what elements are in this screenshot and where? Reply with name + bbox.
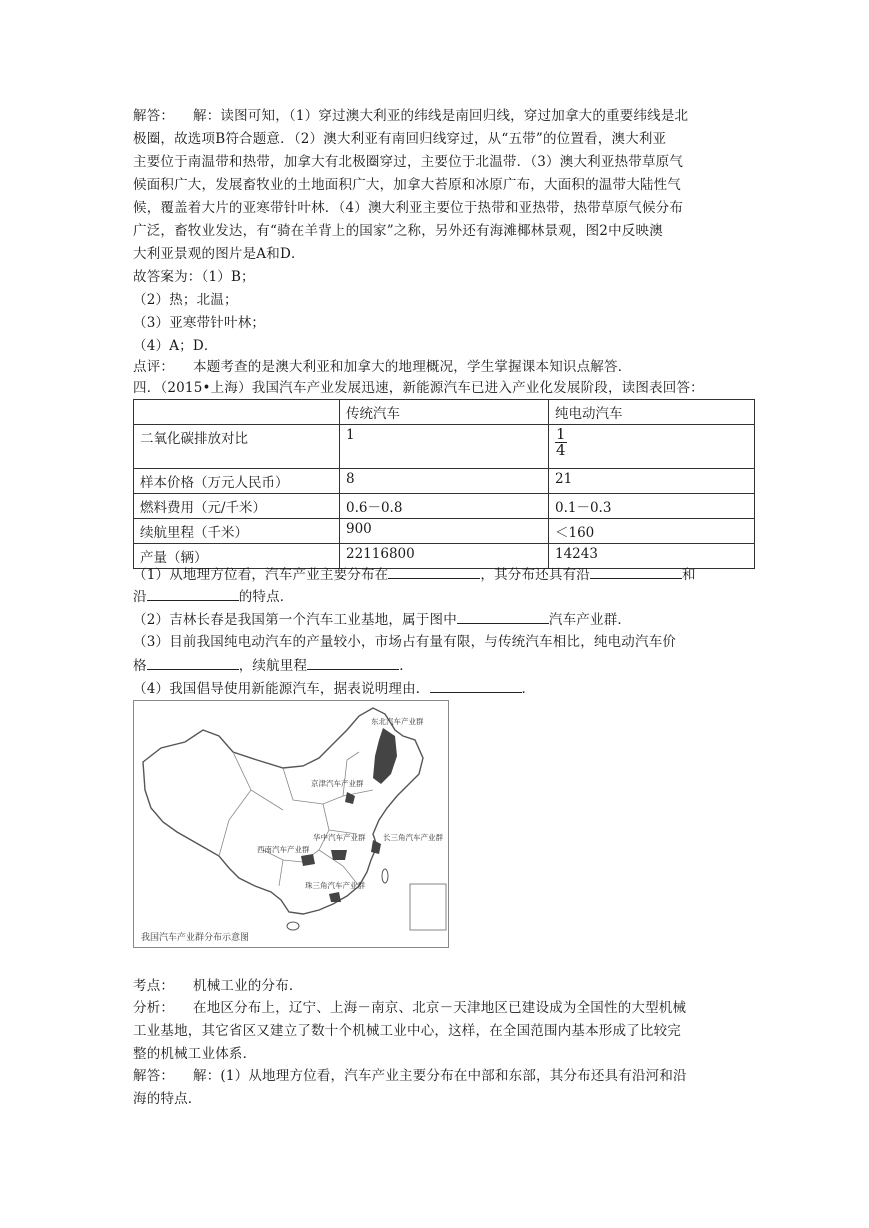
fraction-numerator: 1: [556, 425, 566, 443]
answer-line-7: 大利亚景观的图片是A和D．: [133, 246, 305, 262]
answer-line-6: 广泛，畜牧业发达，有“骑在羊背上的国家”之称，另外还有海滩椰林景观，图2中反映澳: [133, 223, 663, 239]
answer-blank[interactable]: [147, 586, 239, 601]
table-cell: 900: [340, 519, 549, 544]
question-title: 四．（2015•上海）我国汽车产业发展迅速，新能源汽车已进入产业化发展阶段，读图表回答：: [133, 380, 704, 396]
fenxi-line-2: 工业基地，其它省区又建立了数十个机械工业中心，这样，在全国范围内基本形成了比较完: [133, 1023, 681, 1039]
table-cell: 22116800: [340, 544, 549, 569]
answer-blank[interactable]: [430, 678, 522, 693]
answer-blank[interactable]: [590, 564, 682, 579]
answer-line-3: 主要位于南温带和热带，加拿大有北极圈穿过，主要位于北温带．（3）澳大利亚热带草原气: [133, 154, 684, 170]
table-row: [134, 519, 755, 544]
q1-line-2: 沿 的特点．: [133, 586, 294, 607]
map-caption: 我国汽车产业群分布示意图: [141, 933, 250, 943]
central-cluster-region: [331, 850, 347, 860]
kaodian-line: 考点： 机械工业的分布．: [133, 978, 303, 994]
result-line-1: 故答案为：（1）B；: [133, 269, 255, 285]
map-label-central: 华中汽车产业群: [313, 833, 366, 842]
table-cell: 8: [340, 469, 549, 494]
q2-line: （2）吉林长春是我国第一个汽车工业基地，属于图中 汽车产业群．: [133, 609, 631, 630]
map-label-pearl: 珠三角汽车产业群: [305, 881, 365, 890]
fenxi-line-1: 分析： 在地区分布上，辽宁、上海－南京、北京－天津地区已建设成为全国性的大型机械: [133, 1000, 687, 1016]
table-cell: 续航里程（千米）: [134, 519, 340, 544]
q3-line-1: （3）目前我国纯电动汽车的产量较小，市场占有量有限，与传统汽车相比，纯电动汽车价: [133, 634, 677, 650]
fenxi-label: 分析：: [133, 1000, 175, 1016]
answer-label: 解答：: [133, 108, 175, 124]
map-label-northeast: 东北汽车产业群: [371, 717, 424, 726]
jieda-label: 解答：: [133, 1068, 175, 1084]
answer-line-2: 极圈，故选项B符合题意．（2）澳大利亚有南回归线穿过，从“五带”的位置看，澳大利亚: [133, 131, 667, 147]
comparison-table: [133, 399, 755, 569]
table-row: [134, 469, 755, 494]
answer-blank[interactable]: [457, 609, 549, 624]
table-cell: 产量（辆）: [134, 544, 340, 569]
table-cell: 0.1－0.3: [549, 494, 755, 519]
table-header-cell: [134, 400, 340, 425]
q4-line: （4）我国倡导使用新能源汽车，据表说明理由． ．: [133, 678, 535, 699]
table-cell: 样本价格（万元人民币）: [134, 469, 340, 494]
table-cell: ＜160: [549, 519, 755, 544]
map-label-southwest: 西南汽车产业群: [257, 845, 310, 854]
jieda-line-2: 海的特点．: [133, 1091, 202, 1107]
table-cell: [549, 425, 755, 469]
table-row: [134, 494, 755, 519]
table-cell: 燃料费用（元/千米）: [134, 494, 340, 519]
review-label: 点评：: [133, 359, 175, 375]
map-label-jingjin: 京津汽车产业群: [311, 779, 364, 788]
jieda-line-1: 解答： 解：(1）从地理方位看，汽车产业主要分布在中部和东部，其分布还具有沿河和沿: [133, 1068, 687, 1084]
table-cell: 二氧化碳排放对比: [134, 425, 340, 469]
table-header-cell: 纯电动汽车: [549, 400, 755, 425]
table-cell: 0.6－0.8: [340, 494, 549, 519]
china-auto-industry-map: [133, 700, 449, 948]
map-frame: [134, 701, 449, 948]
answer-line-4: 候面积广大，发展畜牧业的土地面积广大，加拿大苔原和冰原广布，大面积的温带大陆性气: [133, 177, 681, 193]
result-line-2: （2）热；北温；: [133, 292, 238, 308]
review-line: 点评： 本题考查的是澳大利亚和加拿大的地理概况，学生掌握课本知识点解答．: [133, 359, 632, 375]
table-cell: 14243: [549, 544, 755, 569]
southwest-cluster-region: [301, 854, 315, 866]
q3-line-2: 格 ，续航里程 ．: [133, 655, 413, 676]
fraction: [555, 427, 567, 458]
fraction-denominator: 4: [556, 441, 566, 459]
answer-line-1: 解答： 解：读图可知，（1）穿过澳大利亚的纬线是南回归线，穿过加拿大的重要纬线是北: [133, 108, 689, 124]
table-cell: 21: [549, 469, 755, 494]
table-header-cell: 传统汽车: [340, 400, 549, 425]
table-header-row: [134, 400, 755, 425]
q1-line-1: （1）从地理方位看，汽车产业主要分布在 ，其分布还具有沿 和: [133, 564, 696, 585]
result-line-4: （4）A；D．: [133, 338, 218, 354]
answer-blank[interactable]: [388, 564, 480, 579]
kaodian-label: 考点：: [133, 978, 175, 994]
answer-blank[interactable]: [147, 655, 239, 670]
table-row: [134, 425, 755, 469]
result-line-3: （3）亚寒带针叶林；: [133, 315, 266, 331]
fenxi-line-3: 整的机械工业体系．: [133, 1046, 257, 1062]
answer-blank[interactable]: [307, 655, 399, 670]
table-cell: 1: [340, 425, 549, 469]
answer-line-5: 候，覆盖着大片的亚寒带针叶林．（4）澳大利亚主要位于热带和亚热带，热带草原气候分布: [133, 200, 684, 216]
map-label-yangtze: 长三角汽车产业群: [383, 833, 443, 842]
